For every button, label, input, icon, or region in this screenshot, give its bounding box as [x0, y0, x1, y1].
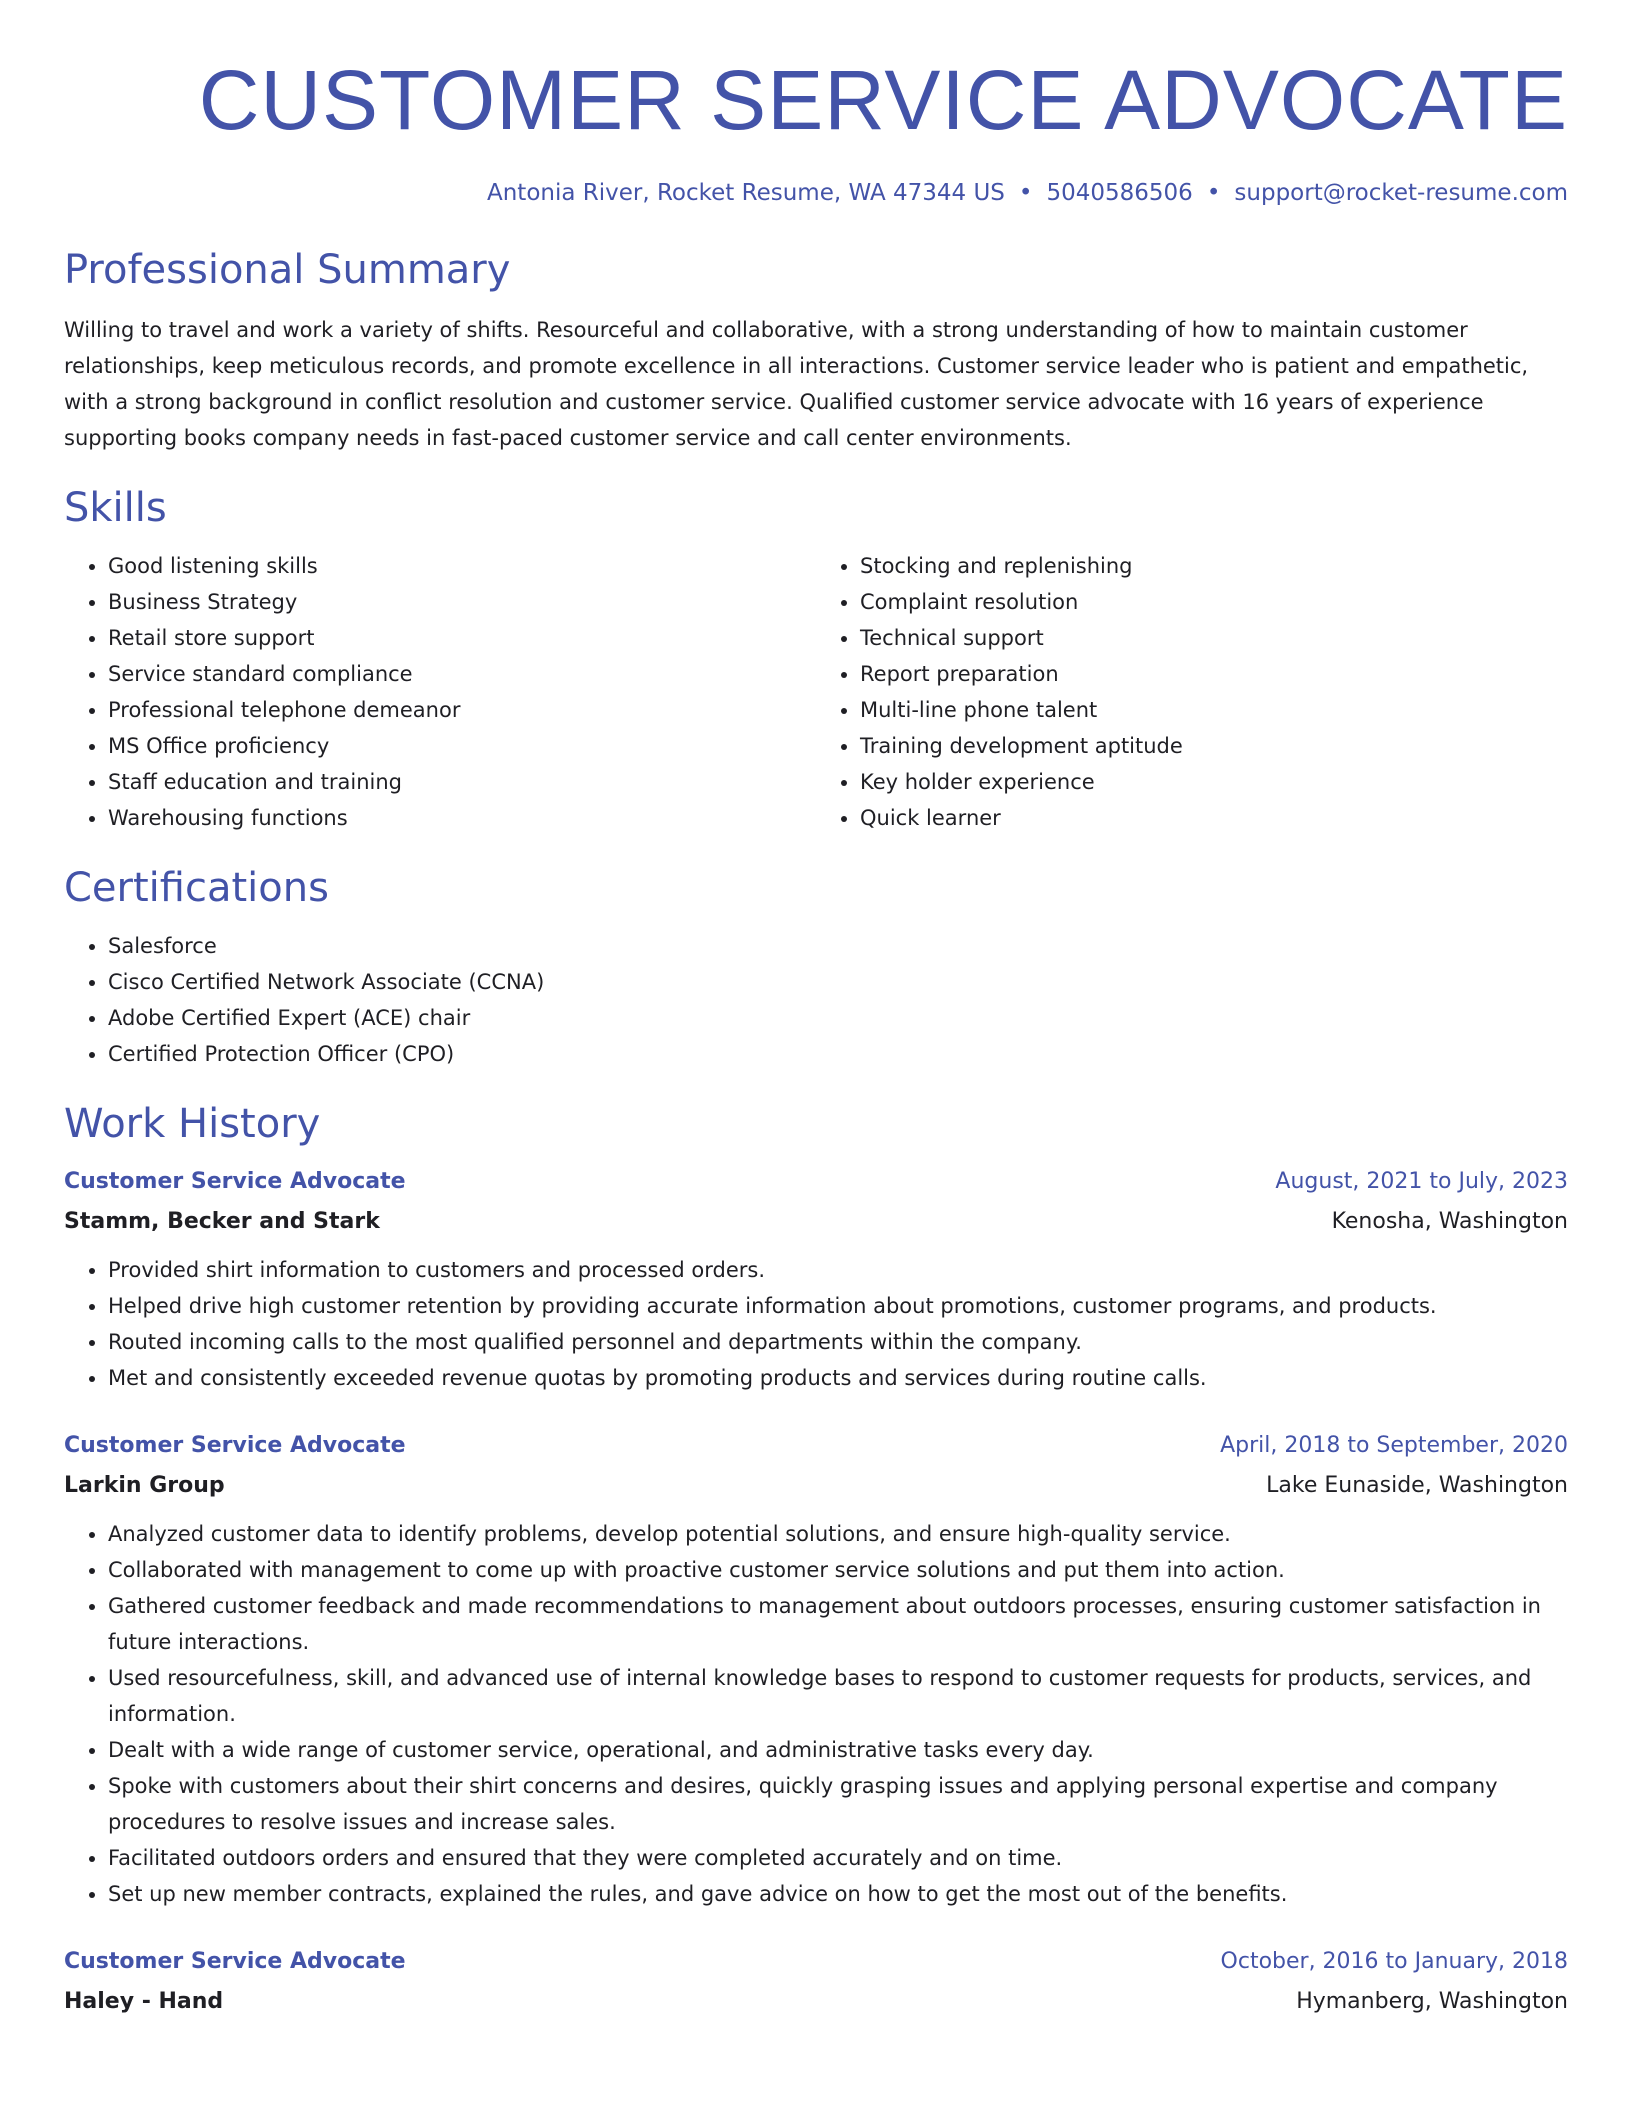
skill-item: • Training development aptitude: [860, 728, 1568, 764]
job-dates: August, 2021 to July, 2023: [1275, 1169, 1568, 1194]
contact-line: [64, 180, 1568, 206]
skills-list-right: [816, 548, 1568, 836]
job-company-row: [64, 1466, 1568, 1506]
job-bullets: [64, 1252, 1568, 1396]
job-location: Lake Eunaside, Washington: [1266, 1473, 1568, 1498]
skill-item: • Key holder experience: [860, 764, 1568, 800]
job-location: Hymanberg, Washington: [1296, 1989, 1568, 2014]
skill-item: • Multi-line phone talent: [860, 692, 1568, 728]
job-bullets: [64, 1516, 1568, 1912]
job-bullet: • Spoke with customers about their shirt concerns and desires, quickly grasping issues and applying personal expertise and company procedures to resolve issues and increase sales.: [108, 1768, 1568, 1840]
job-bullet: • Analyzed customer data to identify problems, develop potential solutions, and ensure high-quality service.: [108, 1516, 1568, 1552]
job-company: Haley - Hand: [64, 1989, 224, 2014]
job-dates: April, 2018 to September, 2020: [1220, 1433, 1568, 1458]
summary-section: [64, 246, 1568, 456]
skill-item: • Stocking and replenishing: [860, 548, 1568, 584]
job-entry: [64, 1162, 1568, 1396]
job-company-row: [64, 1202, 1568, 1242]
skill-item: • Staff education and training: [108, 764, 816, 800]
skill-item: • Business Strategy: [108, 584, 816, 620]
job-title: Customer Service Advocate: [64, 1433, 406, 1458]
resume-title: CUSTOMER SERVICE ADVOCATE: [198, 53, 1568, 147]
contact-phone: 5040586506: [1046, 180, 1193, 206]
certifications-heading: Certifications: [64, 865, 329, 911]
certification-item: • Certified Protection Officer (CPO): [108, 1036, 1568, 1072]
certification-item: • Salesforce: [108, 928, 1568, 964]
certification-item: • Adobe Certified Expert (ACE) chair: [108, 1000, 1568, 1036]
skills-section: [64, 484, 1568, 836]
skills-heading: Skills: [64, 485, 167, 531]
skill-item: • Service standard compliance: [108, 656, 816, 692]
contact-address: Antonia River, Rocket Resume, WA 47344 US: [487, 180, 1005, 206]
certification-item: • Cisco Certified Network Associate (CCNA): [108, 964, 1568, 1000]
summary-heading: Professional Summary: [64, 247, 511, 293]
job-title-row: [64, 1162, 1568, 1202]
job-bullet: • Routed incoming calls to the most qualified personnel and departments within the company.: [108, 1324, 1568, 1360]
certifications-list: [64, 928, 1568, 1072]
job-title-row: [64, 1942, 1568, 1982]
job-company: Stamm, Becker and Stark: [64, 1209, 380, 1234]
job-entry: [64, 1426, 1568, 1912]
job-bullet: • Used resourcefulness, skill, and advanced use of internal knowledge bases to respond to customer requests for products, services, and information.: [108, 1660, 1568, 1732]
skill-item: • Warehousing functions: [108, 800, 816, 836]
job-bullet: • Provided shirt information to customers and processed orders.: [108, 1252, 1568, 1288]
job-bullet: • Set up new member contracts, explained the rules, and gave advice on how to get the most out of the benefits.: [108, 1876, 1568, 1912]
work-history-heading: Work History: [64, 1101, 321, 1147]
skill-item: • Professional telephone demeanor: [108, 692, 816, 728]
job-bullet: • Gathered customer feedback and made recommendations to management about outdoors processes, ensuring customer satisfaction in future interactions.: [108, 1588, 1568, 1660]
job-company-row: [64, 1982, 1568, 2022]
certifications-section: [64, 864, 1568, 1072]
work-history-section: [64, 1100, 1568, 2022]
job-entry: [64, 1942, 1568, 2022]
skill-item: • MS Office proficiency: [108, 728, 816, 764]
contact-separator: •: [1018, 180, 1033, 206]
job-title: Customer Service Advocate: [64, 1169, 406, 1194]
skill-item: • Report preparation: [860, 656, 1568, 692]
job-bullet: • Collaborated with management to come up with proactive customer service solutions and put them into action.: [108, 1552, 1568, 1588]
contact-separator: •: [1206, 180, 1221, 206]
summary-text: Willing to travel and work a variety of shifts. Resourceful and collaborative, with a strong understanding of how to maintain customer relationships, keep meticulous records, and promote excellence in all interactions. Customer service leader who is patient and empathetic, with a strong background in conflict resolution and customer service. Qualified customer service advocate with 16 years of experience supporting books company needs in fast-paced customer service and call center environments.: [64, 318, 1529, 450]
contact-email: support@rocket-resume.com: [1234, 180, 1568, 206]
job-title: Customer Service Advocate: [64, 1949, 406, 1974]
job-location: Kenosha, Washington: [1331, 1209, 1568, 1234]
job-bullet: • Helped drive high customer retention by providing accurate information about promotions, customer programs, and products.: [108, 1288, 1568, 1324]
skill-item: • Good listening skills: [108, 548, 816, 584]
job-bullet: • Met and consistently exceeded revenue quotas by promoting products and services during routine calls.: [108, 1360, 1568, 1396]
skills-columns: [64, 548, 1568, 836]
skill-item: • Retail store support: [108, 620, 816, 656]
job-dates: October, 2016 to January, 2018: [1220, 1949, 1568, 1974]
skill-item: • Technical support: [860, 620, 1568, 656]
job-bullet: • Facilitated outdoors orders and ensured that they were completed accurately and on time.: [108, 1840, 1568, 1876]
job-company: Larkin Group: [64, 1473, 225, 1498]
skill-item: • Quick learner: [860, 800, 1568, 836]
skill-item: • Complaint resolution: [860, 584, 1568, 620]
skills-list-left: [64, 548, 816, 836]
job-bullet: • Dealt with a wide range of customer service, operational, and administrative tasks every day.: [108, 1732, 1568, 1768]
job-title-row: [64, 1426, 1568, 1466]
